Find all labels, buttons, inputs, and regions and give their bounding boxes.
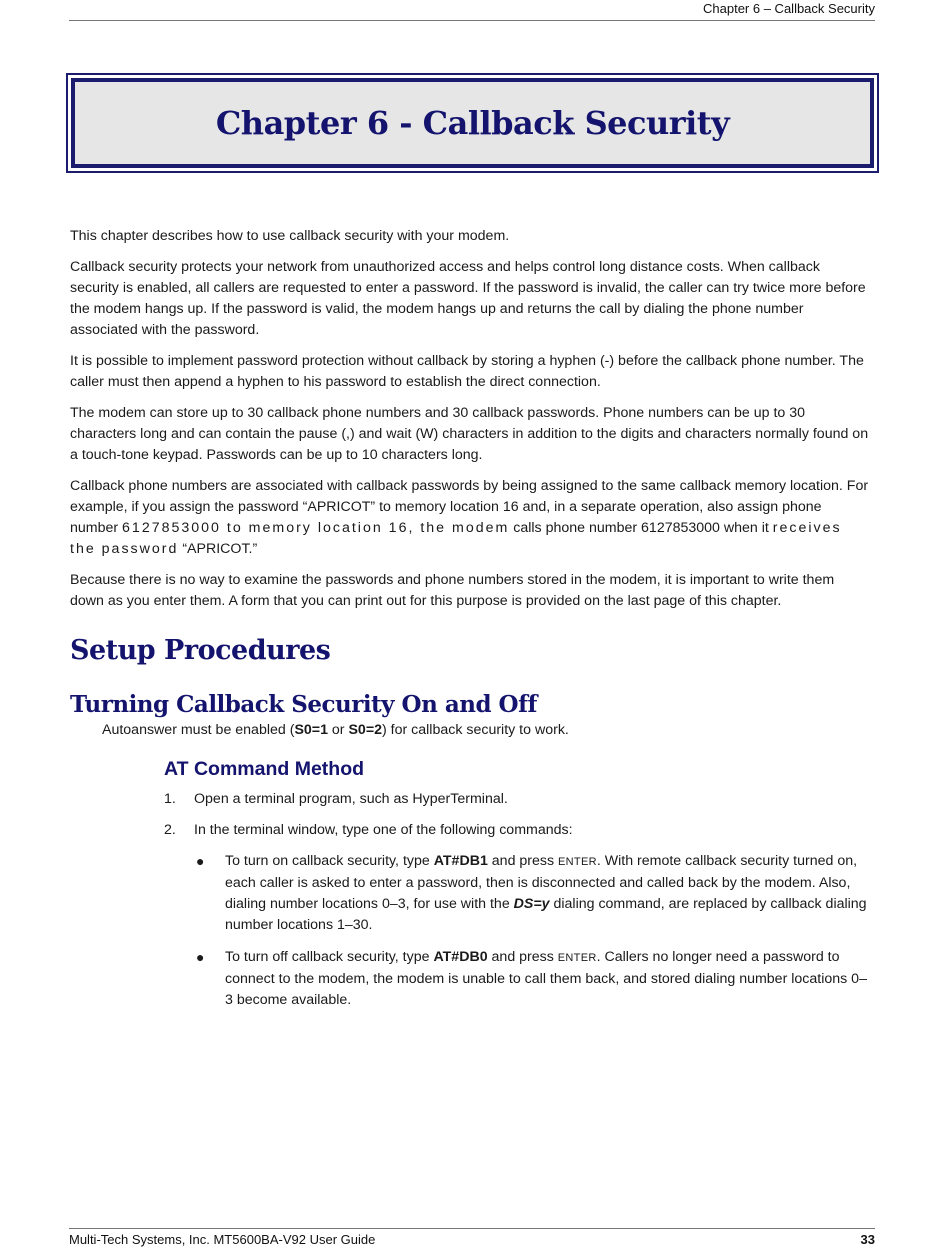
chapter-title-box <box>66 73 879 173</box>
note-text-b: ) for callback security to work. <box>382 722 569 738</box>
step-text: Open a terminal program, such as HyperTerminal. <box>194 791 508 807</box>
b1-key: ENTER <box>558 856 597 868</box>
chapter-title-inner <box>71 78 874 168</box>
b1-text-d: dialing command, are replaced by callback dialing number locations 1–30. <box>225 896 867 933</box>
note-s02: S0=2 <box>348 722 382 738</box>
step-number: 1. <box>164 791 176 807</box>
b1-text-b: and press <box>487 853 559 869</box>
method-heading: AT Command Method <box>164 758 365 780</box>
intro-paragraph-2: Callback security protects your network from unauthorized access and helps control long distance costs. When callback security is enabled, all callers are requested to enter a password. If the password is invalid, the caller can try twice more before the modem hangs up. If the password is valid, the modem hangs up and returns the call by dialing the phone number associated with the password. <box>70 259 866 338</box>
note-or: or <box>327 722 349 738</box>
bullet-item-turn-on <box>194 851 870 936</box>
b2-text-a: To turn off callback security, type <box>225 949 434 965</box>
b1-dial-command: DS=y <box>513 896 550 912</box>
p5-text-e: “APRICOT.” <box>178 541 258 557</box>
step-item <box>164 820 870 841</box>
subsection-heading-callback: Turning Callback Security On and Off <box>70 691 537 718</box>
bullet-item-turn-off <box>194 947 870 1011</box>
b1-command: AT#DB1 <box>433 853 488 869</box>
steps-list <box>164 789 870 841</box>
running-header <box>69 0 875 21</box>
commands-list <box>194 851 870 1011</box>
p5-text-d: receives the password <box>70 520 842 557</box>
running-header-title: Chapter 6 – Callback Security <box>703 1 875 16</box>
b2-key: ENTER <box>557 952 597 964</box>
b1-text-a: To turn on callback security, type <box>225 853 434 869</box>
p5-text-c: calls phone number 6127853000 when it <box>509 520 773 536</box>
section-heading-setup: Setup Procedures <box>70 635 331 666</box>
b1-text-c: . With remote callback security turned on, each caller is asked to enter a password, then is disconnected and called back by the modem. Also, dialing number locations 0–3, for use with the <box>225 853 858 912</box>
page-content <box>70 226 870 1022</box>
p5-text-a: Callback phone numbers are associated with callback passwords by being assigned to the same callback memory location. For example, if you assign the password “APRICOT” to memory location 16 and, in a separate operation, also assign phone number <box>70 478 869 536</box>
step-item <box>164 789 870 810</box>
intro-paragraph-4: The modem can store up to 30 callback phone numbers and 30 callback passwords. Phone numbers can be up to 30 characters long and can contain the pause (,) and wait (W) characters in addition to the digits and characters normally found on a touch-tone keypad. Passwords can be up to 10 characters long. <box>70 405 869 463</box>
b2-text-c: . Callers no longer need a password to connect to the modem, the modem is unable to call them back, and stored dialing number locations 0–3 become available. <box>225 949 867 1008</box>
note-s01: S0=1 <box>294 722 328 738</box>
page-number: 33 <box>860 1232 875 1247</box>
running-footer <box>69 1228 875 1251</box>
intro-paragraph-1: This chapter describes how to use callback security with your modem. <box>70 228 510 244</box>
p5-text-b: 6127853000 to memory location 16, the modem <box>122 520 510 536</box>
bullet-icon: ● <box>196 853 205 869</box>
intro-paragraph-5 <box>70 476 870 560</box>
footer-guide-title: Multi-Tech Systems, Inc. MT5600BA-V92 User Guide <box>69 1232 376 1247</box>
note-text-a: Autoanswer must be enabled ( <box>102 722 295 738</box>
intro-paragraph-3: It is possible to implement password protection without callback by storing a hyphen (-) before the callback phone number. The caller must then append a hyphen to his password to establish the direct connection. <box>70 353 864 390</box>
b2-command: AT#DB0 <box>433 949 488 965</box>
bullet-icon: ● <box>196 949 205 965</box>
b2-text-b: and press <box>487 949 558 965</box>
step-number: 2. <box>164 822 176 838</box>
intro-paragraph-6: Because there is no way to examine the passwords and phone numbers stored in the modem, it is important to write them down as you enter them. A form that you can print out for this purpose is provided on the last page of this chapter. <box>70 572 835 609</box>
chapter-title: Chapter 6 - Callback Security <box>215 104 730 142</box>
step-text: In the terminal window, type one of the following commands: <box>194 822 573 838</box>
autoanswer-note <box>102 720 870 741</box>
